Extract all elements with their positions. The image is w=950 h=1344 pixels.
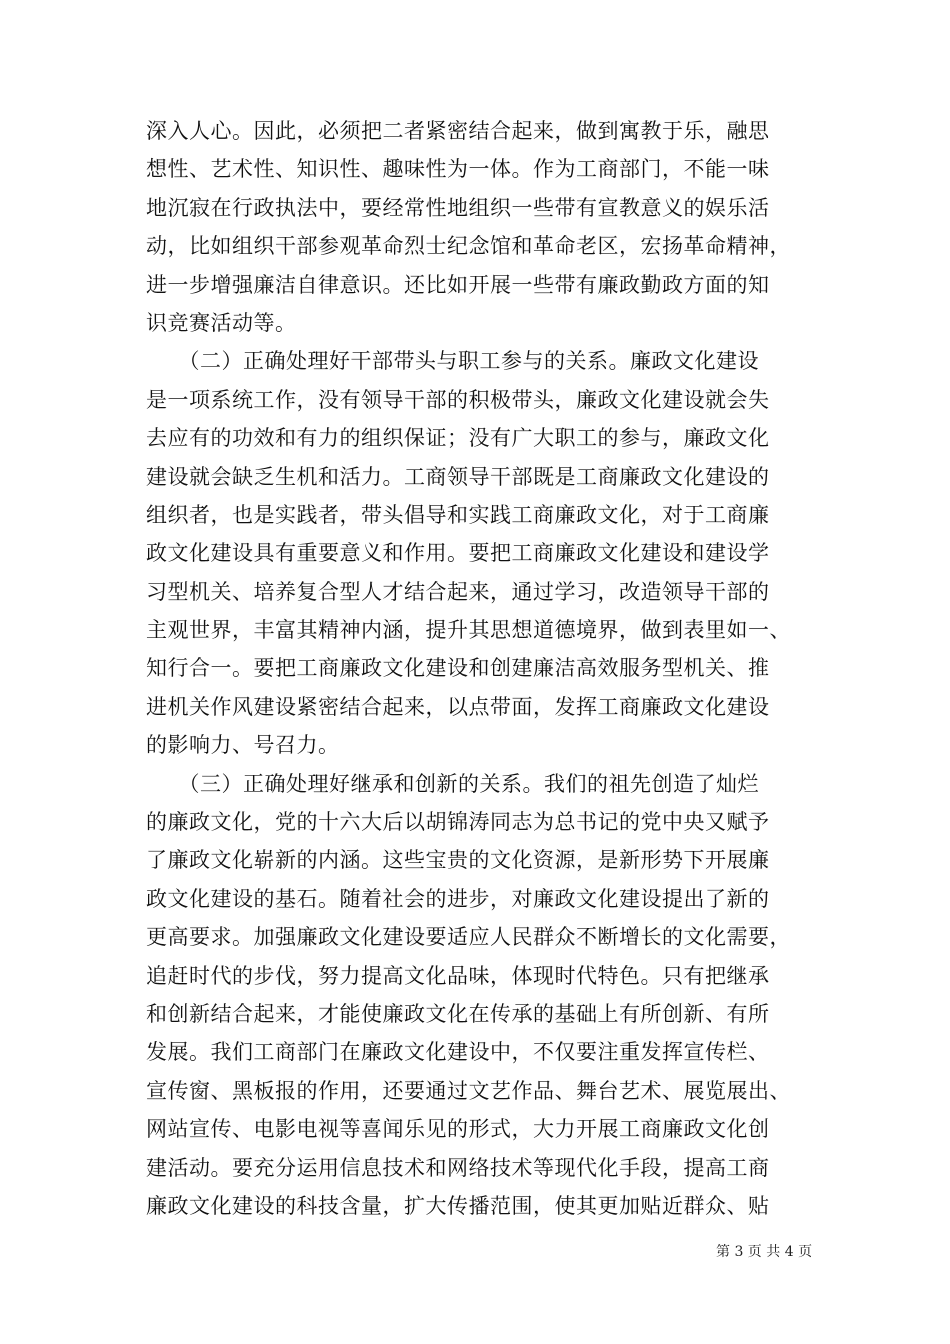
text-line: 组织者，也是实践者，带头倡导和实践工商廉政文化，对于工商廉 (146, 502, 770, 527)
text-line: 和创新结合起来，才能使廉政文化在传承的基础上有所创新、有所 (146, 1001, 770, 1026)
text-line: 政文化建设的基石。随着社会的进步，对廉政文化建设提出了新的 (146, 886, 770, 911)
text-line: 习型机关、培养复合型人才结合起来，通过学习，改造领导干部的 (146, 579, 770, 604)
text-line: 去应有的功效和有力的组织保证；没有广大职工的参与，廉政文化 (146, 426, 770, 451)
text-line: 识竞赛活动等。 (146, 310, 297, 335)
text-line: 宣传窗、黑板报的作用，还要通过文艺作品、舞台艺术、展览展出、 (146, 1078, 791, 1103)
body-text (146, 112, 806, 1225)
text-line: 主观世界，丰富其精神内涵，提升其思想道德境界，做到表里如一、 (146, 618, 791, 643)
text-line: 更高要求。加强廉政文化建设要适应人民群众不断增长的文化需要， (146, 925, 791, 950)
text-line: （三）正确处理好继承和创新的关系。我们的祖先创造了灿烂 (146, 771, 759, 796)
text-line: 进机关作风建设紧密结合起来，以点带面，发挥工商廉政文化建设 (146, 694, 770, 719)
text-line: 廉政文化建设的科技含量，扩大传播范围，使其更加贴近群众、贴 (146, 1193, 770, 1218)
page-number: 第 3 页 共 4 页 (716, 1244, 813, 1260)
text-line: 网站宣传、电影电视等喜闻乐见的形式，大力开展工商廉政文化创 (146, 1117, 770, 1142)
text-line: 的廉政文化，党的十六大后以胡锦涛同志为总书记的党中央又赋予 (146, 810, 770, 835)
text-line: （二）正确处理好干部带头与职工参与的关系。廉政文化建设 (146, 349, 759, 374)
text-line: 发展。我们工商部门在廉政文化建设中，不仅要注重发挥宣传栏、 (146, 1040, 770, 1065)
text-line: 深入人心。因此，必须把二者紧密结合起来，做到寓教于乐，融思 (146, 119, 770, 143)
text-line: 知行合一。要把工商廉政文化建设和创建廉洁高效服务型机关、推 (146, 656, 770, 681)
text-line: 建活动。要充分运用信息技术和网络技术等现代化手段，提高工商 (146, 1155, 770, 1180)
text-line: 想性、艺术性、知识性、趣味性为一体。作为工商部门，不能一味 (146, 157, 770, 182)
text-line: 了廉政文化崭新的内涵。这些宝贵的文化资源，是新形势下开展廉 (146, 848, 770, 873)
text-line: 动，比如组织干部参观革命烈士纪念馆和革命老区，宏扬革命精神， (146, 234, 791, 259)
text-line: 进一步增强廉洁自律意识。还比如开展一些带有廉政勤政方面的知 (146, 272, 770, 297)
text-line: 建设就会缺乏生机和活力。工商领导干部既是工商廉政文化建设的 (146, 464, 770, 489)
text-line: 地沉寂在行政执法中，要经常性地组织一些带有宣教意义的娱乐活 (146, 195, 770, 220)
text-line: 是一项系统工作，没有领导干部的积极带头，廉政文化建设就会失 (146, 387, 770, 412)
text-line: 的影响力、号召力。 (146, 733, 340, 758)
text-line: 追赶时代的步伐，努力提高文化品味，体现时代特色。只有把继承 (146, 963, 770, 988)
text-line: 政文化建设具有重要意义和作用。要把工商廉政文化建设和建设学 (146, 541, 770, 566)
